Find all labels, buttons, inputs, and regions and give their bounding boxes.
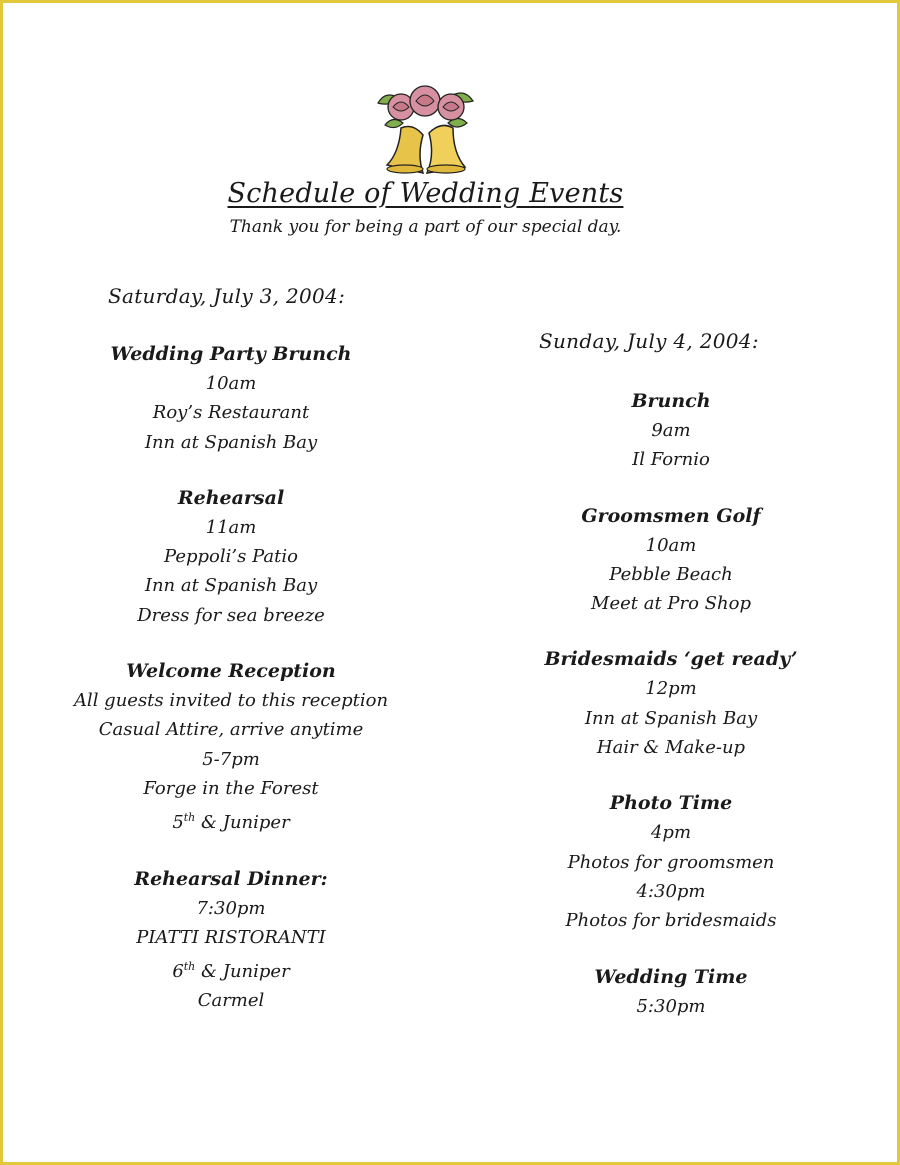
event-detail: Dress for sea breeze [137,604,325,626]
event-detail: Photos for bridesmaids [565,910,777,932]
event-detail: Il Fornio [632,449,710,471]
event-detail: Inn at Spanish Bay [144,431,318,453]
event-title: Brunch [631,390,711,412]
saturday-column [43,340,419,1043]
event-detail: 9am [651,420,691,441]
event-title: Photo Time [609,792,733,815]
event-brunch [503,387,839,475]
event-detail: Photos for groomsmen [567,851,775,873]
event-detail: 11am [205,516,257,538]
page-title: Schedule of Wedding Events [227,178,624,209]
day-heading-saturday: Saturday, July 3, 2004: [108,284,346,308]
event-detail: Forge in the Forest [143,777,319,799]
event-wedding-party-brunch [43,340,419,457]
event-detail: 5:30pm [636,995,706,1017]
event-detail: PIATTI RISTORANTI [136,926,326,948]
event-title: Rehearsal [177,486,285,509]
event-detail: Pebble Beach [609,563,733,585]
event-detail: All guests invited to this reception [73,690,389,712]
event-detail: Carmel [197,990,265,1012]
event-detail: Roy’s Restaurant [152,402,310,424]
event-detail: 10am [645,534,697,556]
event-detail: 10am [205,373,257,394]
event-detail: Meet at Pro Shop [591,593,751,615]
event-groomsmen-golf [503,502,839,619]
event-bridesmaids-get-ready [503,645,839,762]
event-title: Groomsmen Golf [581,504,761,527]
page-subtitle: Thank you for being a part of our special day. [229,217,622,237]
event-detail: 12pm [645,678,697,700]
event-title: Rehearsal Dinner: [134,867,328,890]
event-title: Wedding Party Brunch [110,343,352,365]
event-detail: Peppoli’s Patio [164,546,298,568]
event-detail: 4:30pm [636,880,706,902]
event-detail: 5th & Juniper [172,811,290,834]
event-detail: 5-7pm [202,748,260,770]
event-detail: 6th & Juniper [172,960,290,983]
event-detail: 7:30pm [196,897,266,919]
event-welcome-reception [43,657,419,837]
event-title: Wedding Time [594,965,748,988]
event-wedding-time [503,963,839,1021]
event-photo-time [503,789,839,935]
event-title: Welcome Reception [126,660,336,683]
event-rehearsal [43,484,419,630]
event-detail: Inn at Spanish Bay [144,575,318,597]
sunday-column [503,387,839,1048]
event-detail: Inn at Spanish Bay [584,707,758,729]
day-heading-sunday: Sunday, July 4, 2004: [539,329,759,353]
wedding-bells-roses-icon [373,83,478,178]
event-detail: Casual Attire, arrive anytime [98,719,364,741]
event-detail: Hair & Make-up [596,737,746,759]
event-title: Bridesmaids ‘get ready’ [544,648,798,671]
event-detail: 4pm [650,822,692,844]
event-rehearsal-dinner [43,865,419,1016]
